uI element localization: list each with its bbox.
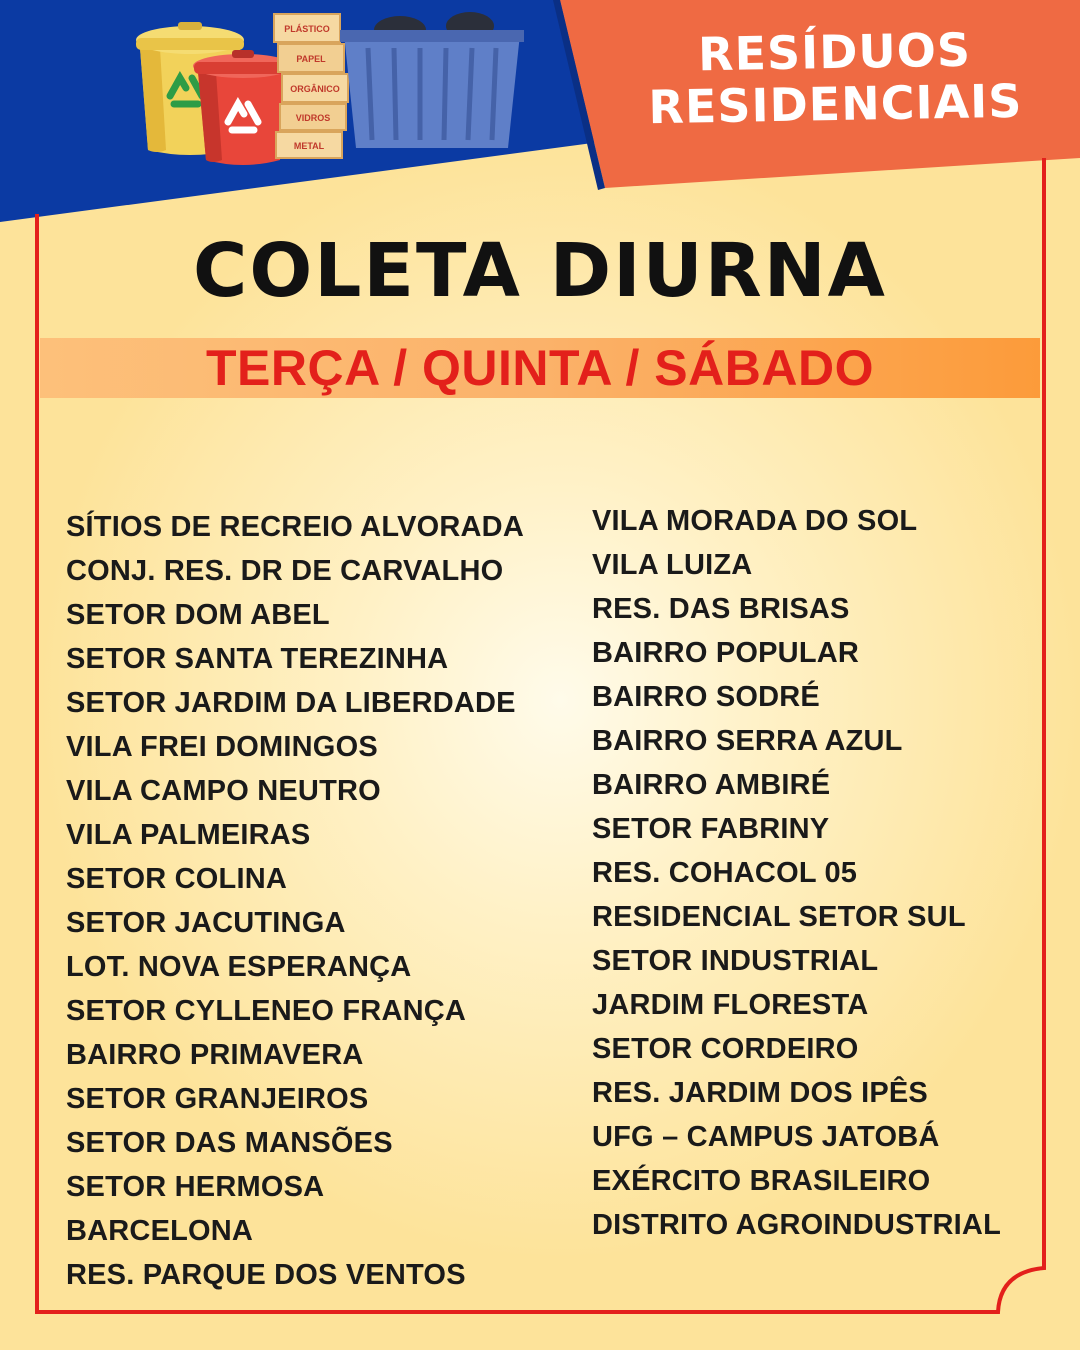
list-item: RESIDENCIAL SETOR SUL (592, 901, 966, 933)
list-item: SETOR SANTA TEREZINHA (66, 643, 449, 675)
neighborhood-list-left (66, 505, 524, 1297)
list-item: BAIRRO SERRA AZUL (592, 725, 903, 757)
list-item: VILA MORADA DO SOL (592, 505, 918, 537)
list-item: SETOR CYLLENEO FRANÇA (66, 995, 467, 1027)
list-item: EXÉRCITO BRASILEIRO (592, 1165, 931, 1197)
collection-days: TERÇA / QUINTA / SÁBADO (206, 340, 874, 396)
banner-line-1: RESÍDUOS (697, 22, 972, 82)
list-item: SETOR GRANJEIROS (66, 1083, 369, 1115)
list-item: RES. JARDIM DOS IPÊS (592, 1077, 928, 1109)
list-item: SETOR CORDEIRO (592, 1033, 859, 1065)
svg-text:ORGÂNICO: ORGÂNICO (290, 84, 340, 94)
list-item: SETOR INDUSTRIAL (592, 945, 879, 977)
list-item: RES. PARQUE DOS VENTOS (66, 1259, 466, 1291)
list-item: UFG – CAMPUS JATOBÁ (592, 1121, 940, 1153)
list-item: RES. COHACOL 05 (592, 857, 858, 889)
category-banner (639, 23, 1031, 134)
list-item: RES. DAS BRISAS (592, 593, 850, 625)
svg-text:METAL: METAL (293, 141, 325, 151)
list-item: VILA CAMPO NEUTRO (66, 775, 381, 807)
banner-line-2: RESIDENCIAIS (648, 73, 1023, 135)
list-item: BAIRRO SODRÉ (592, 681, 820, 713)
list-item: SETOR HERMOSA (66, 1171, 325, 1203)
list-item: VILA PALMEIRAS (66, 819, 311, 851)
svg-text:VIDROS: VIDROS (295, 113, 331, 123)
svg-text:PAPEL: PAPEL (296, 54, 326, 64)
neighborhood-list-right (592, 499, 1001, 1247)
list-item: SETOR DAS MANSÕES (66, 1127, 393, 1159)
list-item: BAIRRO PRIMAVERA (66, 1039, 364, 1071)
list-item: SETOR COLINA (66, 863, 287, 895)
list-item: BARCELONA (66, 1215, 254, 1247)
svg-text:PLÁSTICO: PLÁSTICO (284, 24, 330, 34)
list-item: BAIRRO POPULAR (592, 637, 860, 669)
list-item: DISTRITO AGROINDUSTRIAL (592, 1209, 1001, 1241)
list-item: SÍTIOS DE RECREIO ALVORADA (66, 511, 524, 543)
list-item: SETOR JARDIM DA LIBERDADE (66, 687, 516, 719)
list-item: VILA FREI DOMINGOS (66, 731, 378, 763)
list-item: JARDIM FLORESTA (592, 989, 869, 1021)
list-item: LOT. NOVA ESPERANÇA (66, 951, 412, 983)
list-item: CONJ. RES. DR DE CARVALHO (66, 555, 504, 587)
list-item: SETOR FABRINY (592, 813, 830, 845)
list-item: SETOR DOM ABEL (66, 599, 330, 631)
list-item: SETOR JACUTINGA (66, 907, 346, 939)
list-item: VILA LUIZA (592, 549, 753, 581)
page-title: COLETA DIURNA (193, 228, 887, 314)
list-item: BAIRRO AMBIRÉ (592, 769, 831, 801)
